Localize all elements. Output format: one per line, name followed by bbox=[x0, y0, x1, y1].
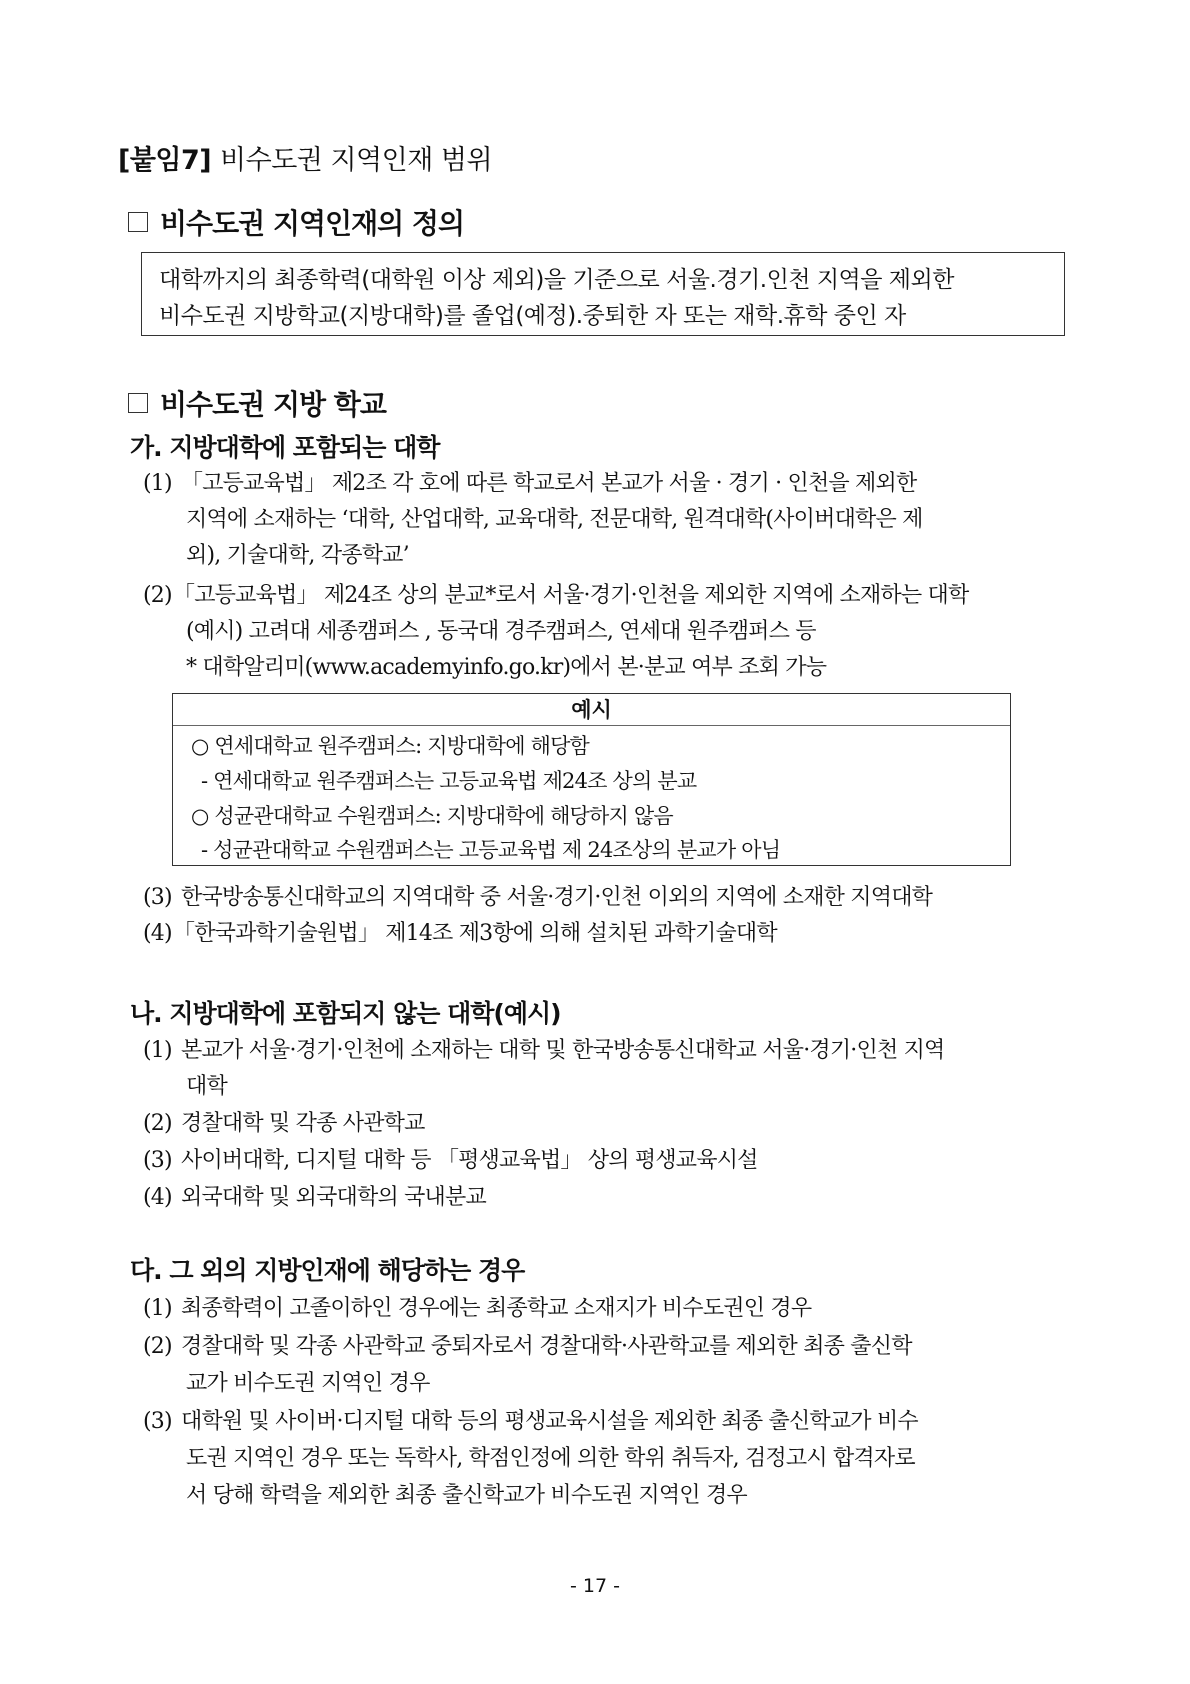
item-number: (2) bbox=[143, 1334, 172, 1359]
item-line: 지역에 소재하는 ‘대학, 산업대학, 교육대학, 전문대학, 원격대학(사이버대학은 제 bbox=[186, 507, 923, 532]
title-text: 비수도권 지역인재 범위 bbox=[220, 145, 493, 176]
example-box bbox=[172, 693, 1011, 866]
section-heading-local-schools bbox=[128, 383, 386, 423]
definition-line: 대학까지의 최종학력(대학원 이상 제외)을 기준으로 서울.경기.인천 지역을 제외한 bbox=[159, 267, 954, 293]
item-line: 대학원 및 사이버·디지털 대학 등의 평생교육시설을 제외한 최종 출신학교가 비수 bbox=[181, 1409, 918, 1434]
list-item-da-2 bbox=[143, 1329, 912, 1360]
list-item-ga-4 bbox=[143, 916, 777, 947]
item-number: (3) bbox=[143, 885, 172, 910]
definition-box bbox=[141, 252, 1065, 336]
page-number: - 17 - bbox=[570, 1575, 620, 1597]
item-line: 도권 지역인 경우 또는 독학사, 학점인정에 의한 학위 취득자, 검정고시 합격자로 bbox=[186, 1446, 915, 1471]
item-number: (1) bbox=[143, 471, 172, 496]
list-item-na-3 bbox=[143, 1143, 758, 1174]
definition-line: 비수도권 지방학교(지방대학)를 졸업(예정).중퇴한 자 또는 재학.휴학 중인 자 bbox=[159, 303, 906, 329]
item-line: 사이버대학, 디지털 대학 등 「평생교육법」 상의 평생교육시설 bbox=[181, 1148, 758, 1173]
item-line: 경찰대학 및 각종 사관학교 bbox=[181, 1111, 425, 1136]
list-item-da-3 bbox=[143, 1404, 918, 1435]
item-number: (1) bbox=[143, 1038, 172, 1063]
list-item-na-2 bbox=[143, 1106, 425, 1137]
list-item-da-1 bbox=[143, 1291, 811, 1322]
checkbox-square-icon bbox=[128, 393, 148, 413]
item-line: 서 당해 학력을 제외한 최종 출신학교가 비수도권 지역인 경우 bbox=[186, 1483, 747, 1508]
example-row: - 성균관대학교 수원캠퍼스는 고등교육법 제 24조상의 분교가 아님 bbox=[201, 838, 781, 862]
attachment-label: [붙임7] bbox=[118, 145, 212, 176]
example-row: ○ 성균관대학교 수원캠퍼스: 지방대학에 해당하지 않음 bbox=[191, 804, 673, 828]
item-line: 한국방송통신대학교의 지역대학 중 서울·경기·인천 이외의 지역에 소재한 지역대학 bbox=[181, 885, 933, 910]
item-number: (4) bbox=[143, 1185, 172, 1210]
document-title bbox=[118, 138, 492, 177]
item-line: 최종학력이 고졸이하인 경우에는 최종학교 소재지가 비수도권인 경우 bbox=[181, 1296, 812, 1321]
item-line: 교가 비수도권 지역인 경우 bbox=[186, 1371, 430, 1396]
item-line: 대학 bbox=[186, 1074, 227, 1099]
item-line: 본교가 서울·경기·인천에 소재하는 대학 및 한국방송통신대학교 서울·경기·인천 지역 bbox=[181, 1038, 945, 1063]
example-row: - 연세대학교 원주캠퍼스는 고등교육법 제24조 상의 분교 bbox=[201, 769, 697, 793]
list-item-ga-1 bbox=[143, 466, 916, 497]
list-item-ga-2 bbox=[143, 578, 968, 609]
subheading-da: 다. 그 외의 지방인재에 해당하는 경우 bbox=[130, 1256, 525, 1285]
section-heading-text: 비수도권 지방 학교 bbox=[160, 388, 386, 421]
item-line: 「고등교육법」 제2조 각 호에 따른 학교로서 본교가 서울 · 경기 · 인천을 제외한 bbox=[181, 471, 917, 496]
checkbox-square-icon bbox=[128, 212, 148, 232]
item-line: 외국대학 및 외국대학의 국내분교 bbox=[181, 1185, 486, 1210]
example-row: ○ 연세대학교 원주캠퍼스: 지방대학에 해당함 bbox=[191, 734, 590, 758]
example-box-header: 예시 bbox=[173, 694, 1010, 726]
subheading-ga: 가. 지방대학에 포함되는 대학 bbox=[130, 433, 440, 462]
item-number: (3) bbox=[143, 1409, 172, 1434]
item-number: (3) bbox=[143, 1148, 172, 1173]
item-footnote: * 대학알리미(www.academyinfo.go.kr)에서 본·분교 여부 조회 가능 bbox=[186, 655, 827, 680]
item-line: 외), 기술대학, 각종학교’ bbox=[186, 543, 409, 568]
item-line: 경찰대학 및 각종 사관학교 중퇴자로서 경찰대학·사관학교를 제외한 최종 출신학 bbox=[181, 1334, 912, 1359]
item-number: (2) bbox=[143, 1111, 172, 1136]
list-item-ga-3 bbox=[143, 880, 932, 911]
subheading-na: 나. 지방대학에 포함되지 않는 대학(예시) bbox=[130, 999, 561, 1028]
item-line: (예시) 고려대 세종캠퍼스 , 동국대 경주캠퍼스, 연세대 원주캠퍼스 등 bbox=[186, 619, 816, 644]
section-heading-text: 비수도권 지역인재의 정의 bbox=[160, 207, 465, 240]
section-heading-definition bbox=[128, 202, 464, 242]
list-item-na-1 bbox=[143, 1033, 945, 1064]
list-item-na-4 bbox=[143, 1180, 486, 1211]
item-line: 「한국과학기술원법」 제14조 제3항에 의해 설치된 과학기술대학 bbox=[173, 921, 777, 946]
item-number: (1) bbox=[143, 1296, 172, 1321]
item-number: (2) bbox=[143, 583, 172, 608]
item-line: 「고등교육법」 제24조 상의 분교*로서 서울·경기·인천을 제외한 지역에 소재하는 대학 bbox=[173, 583, 969, 608]
item-number: (4) bbox=[143, 921, 172, 946]
